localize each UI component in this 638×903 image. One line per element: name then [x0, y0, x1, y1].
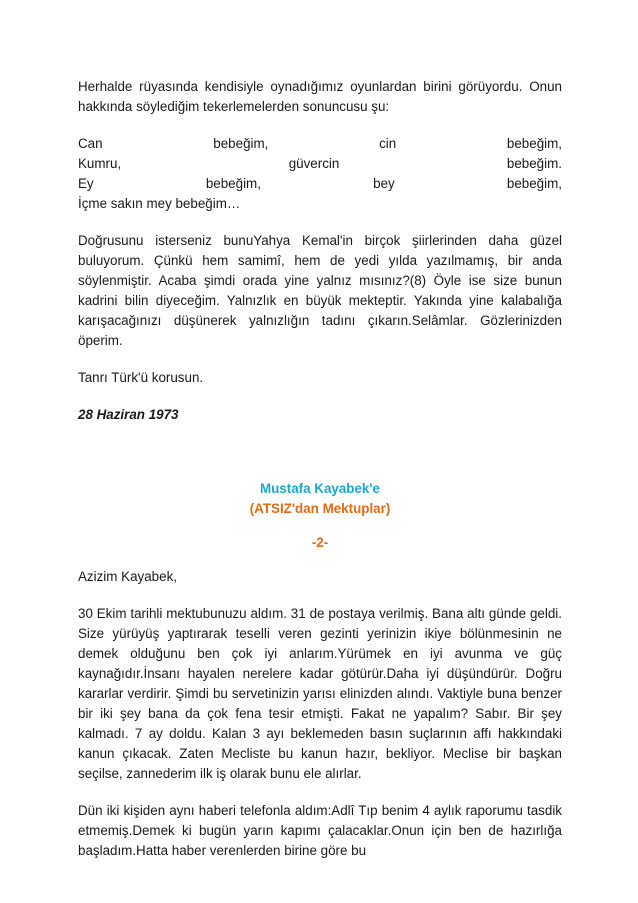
recipient-title: Mustafa Kayabek'e	[259, 481, 381, 496]
poem-word: bebeğim,	[205, 176, 261, 191]
section-heading	[78, 479, 562, 553]
poem	[78, 134, 562, 214]
poem-line-2	[78, 154, 562, 174]
poem-word: bey	[373, 176, 395, 191]
closing-line: Tanrı Türk'ü korusun.	[78, 370, 204, 385]
poem-word: bebeğim.	[506, 156, 562, 171]
poem-line-4: İçme sakın mey bebeğim…	[78, 196, 241, 211]
poem-word: Kumru,	[78, 156, 122, 171]
poem-word: Can	[78, 136, 103, 151]
poem-word: bebeğim,	[506, 136, 562, 151]
letter-paragraph: 30 Ekim tarihli mektubunuzu aldım. 31 de postaya verilmiş. Bana altı günde geldi. Size yürüyüş yaptırarak teselli veren gezinti yerinizin ikiye bölünmesinin ne demek olduğunu ben çok iyi anlarım.Yürümek en iyi avunma ve güç kaynağıdır.İnsanı hayalen nerelere kadar götürür.Daha iyi düşündürür. Doğru kararlar verdirir. Şimdi bu servetinizin yarısı elinizden alındı. Vaktiyle buna benzer bir iki şey bana da çok fena tesir etmişti. Fakat ne yapalım? Sabır. Bir şey kalmadı. 7 ay doldu. Kalan 3 ayı beklemeden basın suçlarının affı hakkındaki kanun çıkacak. Zaten Mecliste bu kanun hazır, bekliyor. Meclise bir başkan seçilse, zannederim ilk iş olarak bunu ele alırlar.	[78, 606, 562, 781]
poem-line-3	[78, 174, 562, 194]
poem-word: bebeğim,	[506, 176, 562, 191]
series-subtitle: (ATSIZ'dan Mektuplar)	[249, 501, 391, 516]
poem-line-1	[78, 134, 562, 154]
poem-word: Ey	[78, 176, 94, 191]
body-paragraph: Doğrusunu isterseniz bunuYahya Kemal'in birçok şiirlerinden daha güzel buluyorum. Çünkü hem samimî, hem de yedi yılda yazılmamış, bir anda söylenmiştir. Acaba şimdi orada yine yalnız mısınız?(8) Öyle ise size bunun kadrini bilin diyeceğim. Yalnızlık en büyük mekteptir. Yakında yine kalabalığa karışacağınızı düşünerek yalnızlığın tadını çıkarın.Selâmlar. Gözlerinizden öperim.	[78, 233, 562, 348]
poem-word: bebeğim,	[213, 136, 269, 151]
intro-paragraph: Herhalde rüyasında kendisiyle oynadığımız oyunlardan birini görüyordu. Onun hakkında söylediğim tekerlemelerden sonuncusu şu:	[78, 79, 562, 114]
letter-date: 28 Haziran 1973	[78, 407, 179, 422]
letter-paragraph: Dün iki kişiden aynı haberi telefonla aldım:Adlî Tıp benim 4 aylık raporumu tasdik etmemiş.Demek ki bugün yarın kapımı çalacaklar.Onun için ben de hazırlığa başladım.Hatta haber verenlerden birine göre bu	[78, 803, 562, 858]
letter-number: -2-	[311, 535, 329, 550]
poem-word: cin	[379, 136, 397, 151]
salutation: Azizim Kayabek,	[78, 569, 177, 584]
document-page	[78, 77, 562, 878]
poem-word: güvercin	[288, 156, 340, 171]
